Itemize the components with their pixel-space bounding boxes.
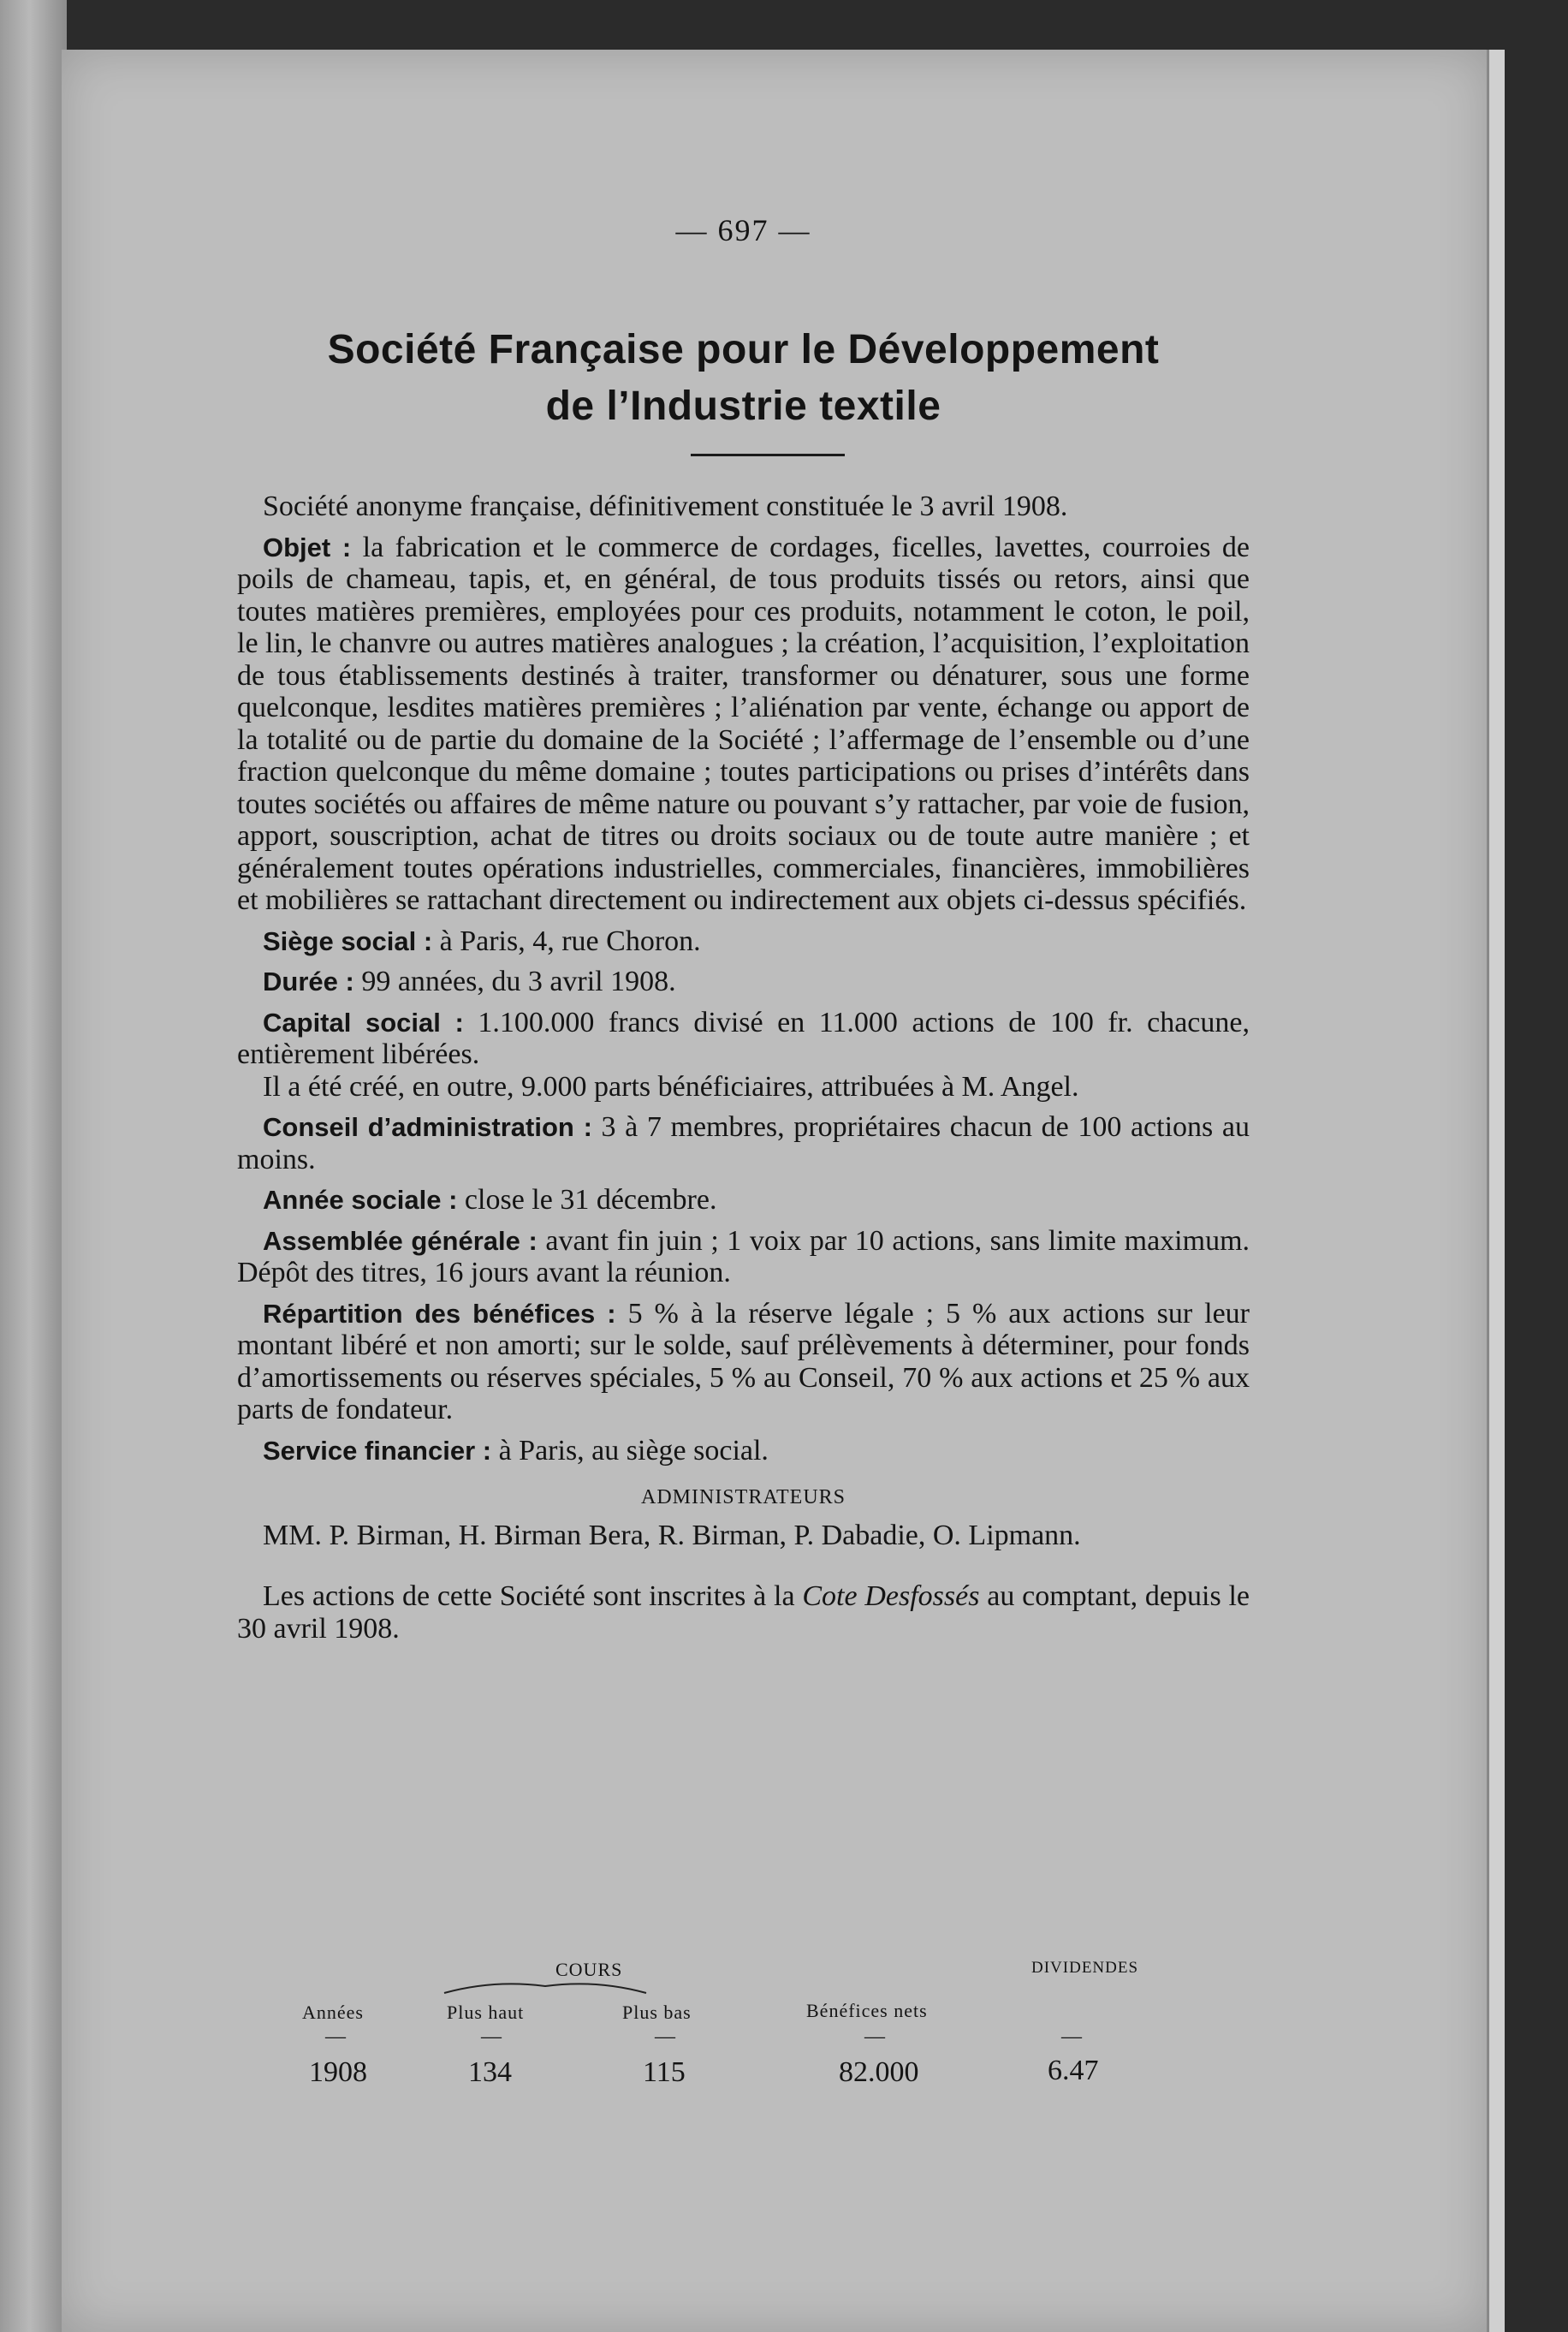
assemblee-label: Assemblée générale :	[263, 1225, 538, 1256]
page-edge	[1487, 50, 1505, 2332]
dash-plus-haut: —	[481, 2026, 502, 2048]
cell-annee: 1908	[309, 2056, 367, 2088]
cell-plus-bas: 115	[643, 2056, 686, 2088]
siege-text: à Paris, 4, rue Choron.	[439, 925, 701, 957]
duree-label: Durée :	[263, 967, 354, 996]
cote-name: Cote Desfossés	[802, 1580, 980, 1612]
objet-paragraph	[237, 532, 1250, 917]
header-plus-haut: Plus haut	[447, 2002, 525, 2023]
page-number: — 697 —	[675, 213, 811, 247]
service-text: à Paris, au siège social.	[498, 1434, 769, 1466]
cours-brace	[442, 1976, 648, 1995]
conseil-text: 3 à 7 membres, propriétaires chacun de 100 actions au moins.	[237, 1111, 1250, 1175]
document-body	[237, 491, 1250, 1645]
page-title	[237, 322, 1250, 435]
duree-text: 99 années, du 3 avril 1908.	[361, 966, 676, 997]
repartition-text: 5 % à la réserve légale ; 5 % aux actions sur leur montant libéré et non amorti; sur le solde, sauf prélèvements à déterminer, pour fonds d’amortissements ou réserves spéciales, 5 % au Conseil, 70 % aux actions et 25 % aux parts de fondateur.	[237, 1297, 1250, 1425]
service-paragraph	[237, 1435, 1250, 1467]
assemblee-text: avant fin juin ; 1 voix par 10 actions, sans limite maximum. Dépôt des titres, 16 jours avant la réunion.	[237, 1224, 1250, 1288]
service-label: Service financier :	[263, 1435, 492, 1466]
title-rule	[691, 454, 845, 456]
cours-label: COURS	[555, 1959, 623, 1980]
cote-text-before: Les actions de cette Société sont inscrites à la	[263, 1580, 795, 1612]
annee-text: close le 31 décembre.	[464, 1184, 717, 1216]
title-line-1: Société Française pour le Développement	[327, 327, 1160, 372]
dash-benefices: —	[864, 2026, 886, 2048]
cell-benefices: 82.000	[839, 2056, 919, 2088]
conseil-label: Conseil d’administration :	[263, 1112, 592, 1142]
cell-dividende: 6.47	[1048, 2055, 1099, 2086]
objet-label: Objet :	[263, 532, 352, 562]
cell-plus-haut: 134	[468, 2056, 512, 2088]
assemblee-paragraph	[237, 1225, 1250, 1289]
capital-label: Capital social :	[263, 1007, 464, 1038]
header-annees: Années	[302, 2002, 364, 2023]
dividendes-label: DIVIDENDES	[1031, 1959, 1139, 1977]
cote-paragraph	[237, 1580, 1250, 1645]
annee-paragraph	[237, 1184, 1250, 1217]
dash-plus-bas: —	[655, 2026, 676, 2048]
intro-paragraph: Société anonyme française, définitivement constituée le 3 avril 1908.	[263, 491, 1068, 522]
repartition-label: Répartition des bénéfices :	[263, 1298, 616, 1329]
capital-paragraph	[237, 1007, 1250, 1071]
dash-annees: —	[325, 2026, 347, 2048]
repartition-paragraph	[237, 1298, 1250, 1426]
duree-paragraph	[237, 966, 1250, 998]
objet-text: la fabrication et le commerce de cordages, ficelles, lavettes, courroies de poils de chameau, tapis, et, en général, de tous produits tissés ou retors, ainsi que toutes matières premières, employées pour ces produits, notamment le coton, le poil, le lin, le chanvre ou autres matières analogues ; la création, l’acquisition, l’exploitation de tous établissements destinés à traiter, transformer ou dénaturer, sous une forme quelconque, lesdites matières premières ; l’aliénation par vente, échange ou apport de la totalité ou de partie du domaine de la Société ; l’affermage de l’ensemble ou d’une fraction quelconque du même domaine ; toutes participations ou prises d’intérêts dans toutes sociétés ou affaires de même nature ou pouvant s’y rattacher, par voie de fusion, apport, souscription, achat de titres ou droits sociaux ou de toute autre manière ; et généralement toutes opérations industrielles, commerciales, financières, immobilières et mobilières se rattachant directement ou indirectement aux objets ci-dessus spécifiés.	[237, 531, 1250, 916]
book-spine-gutter	[0, 0, 67, 2332]
siege-paragraph	[237, 925, 1250, 958]
header-benefices-nets: Bénéfices nets	[806, 2000, 928, 2021]
parts-paragraph: Il a été créé, en outre, 9.000 parts bénéficiaires, attribuées à M. Angel.	[263, 1070, 1079, 1103]
conseil-paragraph	[237, 1111, 1250, 1175]
header-plus-bas: Plus bas	[622, 2002, 692, 2023]
cote-text-after: au comptant, depuis le 30 avril 1908.	[237, 1580, 1250, 1645]
book-page	[62, 50, 1489, 2332]
dash-dividendes: —	[1061, 2026, 1083, 2048]
capital-text: 1.100.000 francs divisé en 11.000 actions de 100 fr. chacune, entièrement libérées.	[237, 1006, 1250, 1070]
title-line-2: de l’Industrie textile	[545, 384, 941, 429]
administrateurs-heading: ADMINISTRATEURS	[640, 1486, 846, 1508]
annee-label: Année sociale :	[263, 1185, 458, 1215]
administrateurs-list: MM. P. Birman, H. Birman Bera, R. Birman, P. Dabadie, O. Lipmann.	[263, 1519, 1081, 1551]
financial-table	[237, 1950, 1250, 2096]
siege-label: Siège social :	[263, 925, 433, 956]
